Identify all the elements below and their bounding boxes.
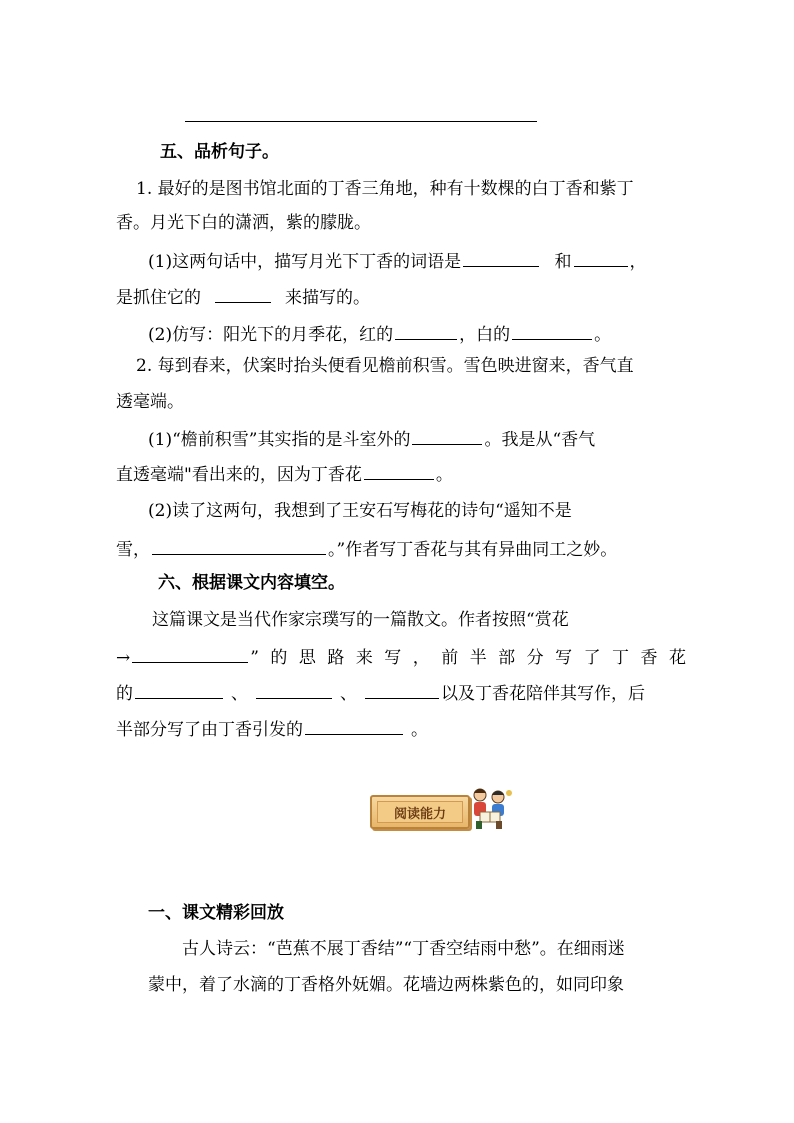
answer-blank[interactable] <box>395 321 457 340</box>
q2-2-line-1: (2)读了这两句，我想到了王安石写梅花的诗句“遥知不是 <box>148 501 572 521</box>
children-reading-icon <box>466 785 514 831</box>
q2-1-text-b: 。我是从“香气 <box>484 430 596 450</box>
q2-1-text-a: (1)“檐前积雪”其实指的是斗室外的 <box>148 430 411 450</box>
q2-1-line-2 <box>116 461 686 487</box>
reading-ability-label: 阅读能力 <box>377 801 463 823</box>
answer-blank[interactable] <box>132 644 248 663</box>
section-6-text-b: ”的思路来写，前半部分写了丁香花 <box>250 648 686 668</box>
q1-1-text-e: 来描写的。 <box>285 288 370 308</box>
answer-blank[interactable] <box>215 284 271 303</box>
q1-1-text-d: 是抓住它的 <box>116 288 201 308</box>
q1-1-text-a: (1)这两句话中，描写月光下丁香的词语是 <box>148 252 462 272</box>
q1-line-2: 香。月光下白的潇洒，紫的朦胧。 <box>116 213 371 233</box>
section-6-heading: 六、根据课文内容填空。 <box>158 573 345 593</box>
answer-blank[interactable] <box>364 461 434 480</box>
section-6-line-2 <box>116 644 686 670</box>
answer-blank[interactable] <box>305 716 403 735</box>
section-6-sep-2: 、 <box>340 684 357 704</box>
section-6-text-d: 以及丁香花陪伴其写作，后 <box>441 684 645 704</box>
q1-line-1: 1. 最好的是图书馆北面的丁香三角地，种有十数棵的白丁香和紫丁 <box>136 179 634 199</box>
q1-2-line <box>148 321 718 347</box>
q1-2-text-c: 。 <box>594 325 612 345</box>
q1-2-text-a: (2)仿写：阳光下的月季花，红的 <box>148 325 394 345</box>
answer-line-top <box>185 121 537 122</box>
q2-1-text-d: 。 <box>435 465 453 485</box>
section-5-heading: 五、品析句子。 <box>160 142 279 162</box>
q1-1-text-c: ， <box>629 252 647 272</box>
answer-blank[interactable] <box>135 680 223 699</box>
reading-ability-badge <box>370 795 470 829</box>
q2-2-line-2 <box>116 536 686 562</box>
q2-line-1: 2. 每到春来，伏案时抬头便看见檐前积雪。雪色映进窗来，香气直 <box>136 356 634 376</box>
answer-blank[interactable] <box>512 321 592 340</box>
section-6-line-3 <box>116 680 686 706</box>
answer-blank[interactable] <box>256 680 332 699</box>
section-6-line-4 <box>116 716 686 742</box>
q2-2-text-c: 。”作者写丁香花与其有异曲同工之妙。 <box>328 540 618 560</box>
answer-blank[interactable] <box>463 248 539 267</box>
section-6-text-e: 半部分写了由丁香引发的 <box>116 720 303 740</box>
q2-1-line-1 <box>148 426 718 452</box>
answer-blank[interactable] <box>365 680 439 699</box>
q1-1-text-b: 和 <box>554 252 572 272</box>
q2-2-text-b: 雪， <box>116 540 150 560</box>
answer-blank[interactable] <box>152 536 326 555</box>
answer-blank[interactable] <box>574 248 628 267</box>
section-6-sep-1: 、 <box>231 684 248 704</box>
q2-line-2: 透毫端。 <box>116 392 184 412</box>
q1-1-line-2 <box>116 284 686 310</box>
section-6-text-f: 。 <box>411 720 428 740</box>
reading-section-heading: 一、课文精彩回放 <box>148 903 284 923</box>
q1-1-line-1 <box>148 248 718 274</box>
reading-line-2: 蒙中，着了水滴的丁香格外妩媚。花墙边两株紫色的，如同印象 <box>148 975 624 995</box>
answer-blank[interactable] <box>412 426 482 445</box>
reading-line-1: 古人诗云：“芭蕉不展丁香结”“丁香空结雨中愁”。在细雨迷 <box>182 939 625 959</box>
section-6-text-c: 的 <box>116 684 133 704</box>
q2-1-text-c: 直透毫端"看出来的，因为丁香花 <box>116 465 362 485</box>
section-6-arrow: → <box>116 648 131 668</box>
q1-2-text-b: ，白的 <box>459 325 511 345</box>
section-6-line-1: 这篇课文是当代作家宗璞写的一篇散文。作者按照“赏花 <box>152 610 569 630</box>
